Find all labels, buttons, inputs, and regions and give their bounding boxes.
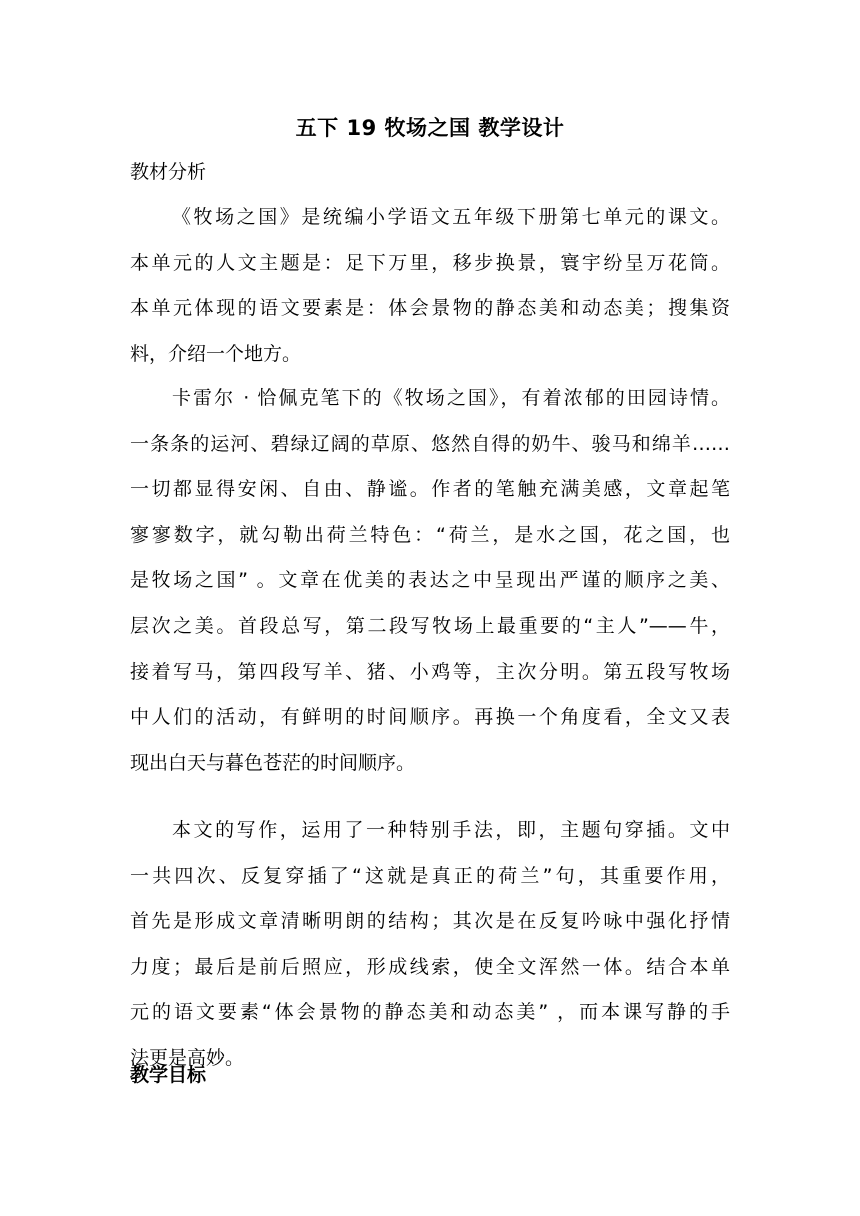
paragraph-line: 接着写马，第四段写羊、猪、小鸡等，主次分明。第五段写牧场 [130, 660, 730, 683]
paragraph-line: 寥寥数字，就勾勒出荷兰特色：“荷兰，是水之国，花之国，也 [130, 523, 730, 546]
paragraph-text-features [130, 376, 730, 786]
paragraph-line: 一条条的运河、碧绿辽阔的草原、悠然自得的奶牛、骏马和绵羊…… [130, 432, 730, 455]
paragraph-line: 是牧场之国” 。文章在优美的表达之中呈现出严谨的顺序之美、 [130, 569, 730, 592]
paragraph-line: 现出白天与暮色苍茫的时间顺序。 [130, 751, 416, 774]
paragraph-line: 卡雷尔 · 恰佩克笔下的《牧场之国》，有着浓郁的田园诗情。 [172, 387, 730, 409]
paragraph-line: 本单元体现的语文要素是：体会景物的静态美和动态美；搜集资 [130, 297, 730, 320]
paragraph-line: 首先是形成文章清晰明朗的结构；其次是在反复吟咏中强化抒情 [130, 910, 730, 933]
document-title: 五下 19 牧场之国 教学设计 [295, 116, 565, 140]
paragraph-line: 一切都显得安闲、自由、静谧。作者的笔触充满美感，文章起笔 [130, 478, 730, 501]
paragraph-line: 料，介绍一个地方。 [130, 342, 302, 365]
paragraph-writing-technique [130, 808, 730, 1082]
paragraph-line: 《牧场之国》是统编小学语文五年级下册第七单元的课文。 [172, 206, 730, 228]
section-heading-teaching-objectives: 教学目标 [130, 1064, 207, 1086]
paragraph-line: 法更是高妙。 [130, 1046, 245, 1069]
paragraph-line: 力度；最后是前后照应，形成线索，使全文浑然一体。结合本单 [130, 955, 730, 978]
paragraph-line: 一共四次、反复穿插了“这就是真正的荷兰”句，其重要作用， [130, 864, 730, 887]
paragraph-line: 本单元的人文主题是：足下万里，移步换景，寰宇纷呈万花筒。 [130, 251, 730, 274]
paragraph-line: 中人们的活动，有鲜明的时间顺序。再换一个角度看，全文又表 [130, 706, 730, 729]
paragraph-line: 元的语文要素“体会景物的静态美和动态美” ，而本课写静的手 [130, 1001, 730, 1024]
section-heading-textbook-analysis: 教材分析 [130, 161, 207, 183]
paragraph-unit-overview [130, 195, 730, 377]
paragraph-line: 本文的写作，运用了一种特别手法，即，主题句穿插。文中 [172, 819, 730, 841]
paragraph-line: 层次之美。首段总写，第二段写牧场上最重要的“主人”——牛， [130, 614, 730, 637]
